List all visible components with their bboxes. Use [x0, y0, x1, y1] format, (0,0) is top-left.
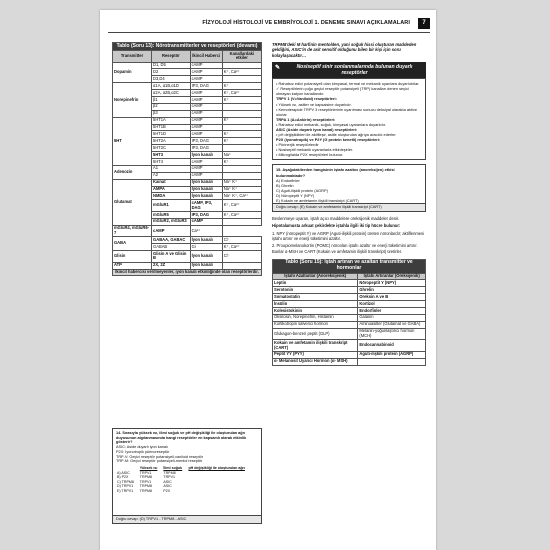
q14-option-cell: A) ASIC [117, 470, 130, 475]
table-row [273, 287, 426, 294]
receptor-cell: GABAA, GABAC [152, 237, 191, 244]
q15-stem: 15. Aşağıdakilerden hangisinin iştahı azaltıcı (anoreksijen) etkisi bulunmaktadır? [276, 167, 395, 178]
q15-option: D) Nöropeptit Y (NPY) [276, 192, 315, 198]
messenger-cell: İyon kanalı [190, 193, 222, 200]
receptor-cell: 5HT2A [152, 138, 191, 145]
receptor-cell: 5HT1D [152, 131, 191, 138]
messenger-cell: cAMP [190, 90, 222, 97]
list-item: 2. Proopiomelanokortin (POMC) nöronları iştahı azaltır ve enerji tüketimini artırır. Bunlar α-MSH ve CART (Kokain ve amfetamin ilişkili transkript) üretirler. [272, 243, 418, 254]
q14-option-cell: TRPV1 [163, 475, 175, 480]
receptor-cell: 2X, 2Z [152, 262, 191, 269]
messenger-cell: cAMP [190, 172, 222, 179]
note-line: • Kemoterapide TRPV 3 reseptörlerinin uyarılması sonucu deksiyal olarakta aktive olurlar [276, 106, 417, 117]
q14-definitions [116, 445, 258, 464]
question-14-box [112, 428, 262, 524]
q15-option: A) Endorfinler [276, 177, 300, 183]
transmitter-cell: Dopamin [113, 62, 152, 83]
channel-effect-cell: Cl⁻ [222, 251, 261, 263]
table15-header-cell: İştahı Azaltanlar (Anoreksijenik) [273, 273, 358, 280]
receptor-cell: A2 [152, 172, 191, 179]
table15-cell: Peptit YY (PYY) [273, 351, 358, 358]
intro-text: TRPM8'deki M harfinin mentolden, yani soğuk hissi oluşturan maddeden geldiğini, ASIC'in de asit sensitif olduğunu bilen bir kişi için soru kolaylaşacaktır… [272, 42, 417, 58]
q14-stem: 14. Sırasıyla yüksek ısı, ilimi soğuk ve pH değişikliği ile oluşturulan ağrı duyusunun algılanmasında hangi reseptörler en kapsamlı olarak etkinlik gösterir? [116, 431, 247, 445]
messenger-cell: cAMP [190, 117, 222, 124]
note-line: TRPA 1 (A=Ankirin) reseptörleri: [276, 116, 336, 122]
left-column [112, 42, 262, 276]
messenger-cell: cAMP [190, 131, 222, 138]
table-row [273, 314, 426, 321]
messenger-cell: IP3, DAG [190, 211, 222, 218]
table-row [273, 301, 426, 308]
channel-effect-cell [222, 124, 261, 131]
page-number: 7 [418, 18, 430, 29]
q14-answer: Doğru cevap: (D) TRPV1 - TRPM8 - ASIC [113, 515, 261, 523]
note-line: • pH değişiklikleri ile aktifleşir, asitle oluşturulan ağrıya aracılık ederler. [276, 132, 397, 138]
table15-cell [358, 358, 426, 365]
messenger-cell: IP3, DAG [190, 145, 222, 152]
messenger-cell: cAMP [190, 218, 222, 225]
table-footer-row [113, 269, 262, 276]
table-row [273, 294, 426, 301]
channel-effect-cell [222, 110, 261, 117]
table15-cell: Melanin-yoğunlaştırıcı hormon (MCH) [358, 328, 426, 340]
channel-effect-cell: Ca²⁺ [190, 225, 222, 237]
messenger-cell: cAMP [190, 96, 222, 103]
q14-option-cell: ASIC [163, 479, 172, 484]
channel-effect-cell [222, 103, 261, 110]
messenger-cell: IP3, DAG [190, 138, 222, 145]
nociceptor-title-bar [272, 62, 426, 79]
q14-option-cell: B) P2X [117, 475, 129, 480]
q14-option-cell: TRPM8 [139, 488, 152, 493]
q14-option-cell: ASIC [163, 484, 172, 489]
q14-option-cell: C) TRPM8 [117, 479, 134, 484]
messenger-cell: cAMP [190, 76, 222, 83]
note-line: P2X (iyonotropik) ve P2Y (G protein kenetli) reseptörleri: [276, 137, 381, 143]
table-row [113, 62, 262, 69]
messenger-cell: Gi [190, 244, 222, 251]
table15-cell: Serotonin [273, 287, 358, 294]
messenger-cell: cAMP [152, 225, 191, 237]
list-item: 1. NPY (nöropeptit Y) ve AGRP (Aguti-ilişkili protein) üreten nöronlardır; aktiflenmesi iştahı artırır ve enerji tüketimini azaltır. [272, 230, 424, 241]
receptor-cell: α1A, α1B,α1D [152, 83, 191, 90]
q14-option-cell: TRPV1 [139, 479, 152, 484]
messenger-cell: İyon kanalı [190, 237, 222, 244]
table-row [273, 351, 426, 358]
messenger-cell: cAMP [190, 103, 222, 110]
channel-effect-cell [222, 172, 261, 179]
q14-option-cell: TRPM8 [163, 470, 176, 475]
q14-option-cell: E) TRPV1 [117, 488, 134, 493]
table-row [273, 358, 426, 365]
q14-column-header: pH değişikliği ile oluşturulan ağrı [188, 466, 245, 471]
note-line: ✓ Reseptörlerin çoğu geçici reseptör potansiyeli (TRP) kanalları denen seçici olmayan katyon kanallarıdır. [276, 86, 409, 97]
receptor-cell: 5HT3 [152, 152, 191, 159]
q14-definition: ASIC: Aside duyarlı iyon kanalı [116, 445, 168, 450]
table15-cell: Endorfinler [358, 307, 426, 314]
q14-column-header: İlimi soğuk [163, 466, 183, 471]
appetite-table [272, 259, 426, 366]
q15-option: E) Kokain ve amfetamin ilişkili transkript (CART) [276, 197, 359, 203]
note-line: • Rahatsız edici potansiyeli olan kimyasal, termal ve mekanik uyarılara duyarlıdırlar. [276, 81, 420, 87]
para-hypothalamus: Hipotalamusta arkuat çekirdekte iştahla ilgili iki tip hücre bulunur: [272, 223, 401, 229]
note-line: TRPV 1 (V=Vaniloid) reseptörleri: [276, 96, 337, 102]
nociceptor-title: Nosiseptif sinir sonlanmalarında bulunan duyarlı reseptörler [296, 63, 413, 76]
channel-effect-cell: K⁺ [222, 159, 261, 166]
q14-definition: TRP-V: Geçici reseptör potansiyeli-vaniloid reseptör [116, 454, 204, 459]
receptor-cell: Kainat [152, 179, 191, 186]
page-header-title: FİZYOLOJİ HİSTOLOJİ VE EMBRİYOLOJİ 1. DENEME SINAVI AÇIKLAMALARI [202, 20, 410, 26]
receptor-cell: A1 [152, 165, 191, 172]
q14-option-cell: TRPV1 [139, 470, 152, 475]
channel-effect-cell: K⁺, Ca²⁺ [222, 90, 261, 97]
receptor-cell: mGluR5 [152, 211, 191, 218]
table13-header-cell: Kanallardaki etkiler [222, 50, 261, 62]
table15-cell: α- Melanosit Uyarıcı Hormon (α- MSH) [273, 358, 358, 365]
transmitter-cell: Glutamat [113, 179, 152, 225]
channel-effect-cell [222, 62, 261, 69]
table15-cell: Kokain ve amfetamin ilişkili transkript (CART) [273, 340, 358, 352]
table-row [273, 321, 426, 328]
para-oreksijenik: Beslenmeye uyaran, iştah açıcı maddelere oreksijenik maddeler denir. [272, 215, 400, 221]
note-line: • Pürinerjik reseptörlerdir [276, 142, 319, 148]
table13-header-cell: Reseptör [152, 50, 191, 62]
table13-header-cell: İkincil Haberci [190, 50, 222, 62]
nociceptor-notes [272, 78, 426, 160]
receptor-cell: 5HT1A [152, 117, 191, 124]
transmitter-cell: Norepinefrin [113, 83, 152, 117]
table15-cell: Ghrelin [358, 287, 426, 294]
receptor-cell: Glisin A ve Glisin B [152, 251, 191, 263]
note-line: • Mikroglialda P2X reseptörleri bulunur. [276, 152, 344, 158]
table15-cell: Aminoasitler (Glutamat ve GABA) [358, 321, 426, 328]
receptor-cell: 5HT2C [152, 145, 191, 152]
messenger-cell: IP3, DAG [190, 83, 222, 90]
q14-option-cell: P2X [163, 488, 171, 493]
messenger-cell: İyon kanalı [190, 186, 222, 193]
messenger-cell: cAMP [190, 110, 222, 117]
table-row [273, 280, 426, 287]
page-header [108, 16, 430, 33]
receptor-cell: β3 [152, 110, 191, 117]
table15-cell: Kortizol [358, 301, 426, 308]
channel-effect-cell [222, 218, 261, 225]
channel-effect-cell: K⁺, Ca²⁺ [222, 200, 261, 212]
table15-cell: Kortikotropin salverici hormon [273, 321, 358, 328]
messenger-cell: cAMP [190, 165, 222, 172]
table-row [113, 251, 262, 263]
transmitter-cell: Adenozin [113, 165, 152, 179]
table15-cell: Aguti-ilişkili protein (AGRP) [358, 351, 426, 358]
channel-effect-cell: Na⁺ K⁺ [222, 186, 261, 193]
q14-definition: P2X: İyonotropik pürinoreseptör [116, 449, 170, 454]
table15-header-cell: İştahı Artıranlar (Oreksijenik) [358, 273, 426, 280]
note-line: • Rahatsız edici mekanik, soğuk, kimyasal uyaranlara duyarlıdır. [276, 121, 386, 127]
note-line: • Nosiseptif mekanik uyaranlarla etkinleşirler. [276, 147, 354, 153]
messenger-cell: cAMP [190, 62, 222, 69]
channel-effect-cell: K⁺ [222, 138, 261, 145]
channel-effect-cell: K⁺ [222, 131, 261, 138]
receptor-cell: β2 [152, 103, 191, 110]
messenger-cell: cAMP, IP3, DAG [190, 200, 222, 212]
channel-effect-cell: K⁺, Ca²⁺ [222, 69, 261, 76]
receptor-cell: AMPA [152, 186, 191, 193]
note-line: ASIC (Aside duyarlı iyon kanal) reseptörleri: [276, 126, 358, 132]
messenger-cell: cAMP [190, 159, 222, 166]
messenger-cell: İyon kanalı [190, 251, 222, 263]
q15-answer: Doğru cevap: (E) Kokain ve amfetamin ilişkili transkript (CART) [273, 203, 425, 211]
messenger-cell: cAMP [190, 69, 222, 76]
channel-effect-cell [222, 76, 261, 83]
table15-title: Tablo (Soru 15): İştah artıran ve azaltan transmitter ve hormonlar [273, 259, 426, 273]
channel-effect-cell: Na⁺ [222, 152, 261, 159]
channel-effect-cell: Na⁺ K⁺, Ca²⁺ [222, 193, 261, 200]
table15-cell: Oreksin A ve B [358, 294, 426, 301]
receptor-cell: D2 [152, 69, 191, 76]
messenger-cell: İyon kanalı [190, 179, 222, 186]
pencil-icon: ✎ [275, 64, 281, 71]
table13-header-row [113, 50, 262, 62]
receptor-cell: GABAB [152, 244, 191, 251]
q14-option-cell: TRPM8 [139, 475, 152, 480]
receptor-cell: D3,D4 [152, 76, 191, 83]
table-row [273, 340, 426, 352]
receptor-cell: 5HT4 [152, 159, 191, 166]
table-row [273, 328, 426, 340]
q14-option-cell: D) TRPV1 [117, 484, 134, 489]
document-page [100, 10, 436, 550]
receptor-cell: mGluR4, mGluR6-7 [113, 225, 152, 237]
messenger-cell: cAMP [190, 124, 222, 131]
table-row [113, 237, 262, 244]
receptor-cell: 5HT1B [152, 124, 191, 131]
neurotransmitter-table [112, 42, 262, 276]
q14-options-table [116, 466, 258, 493]
table15-cell: Endocannabinoid [358, 340, 426, 352]
messenger-cell: İyon kanalı [190, 262, 222, 269]
channel-effect-cell: K⁺, Ca²⁺ [222, 211, 261, 218]
receptor-cell: mGluR1 [152, 200, 191, 212]
q14-definition: TRP-M: Geçici reseptör potansiyeli-mentol reseptör [116, 459, 203, 464]
table-row [273, 307, 426, 314]
channel-effect-cell: K⁺ [222, 83, 261, 90]
table15-header-row [273, 273, 426, 280]
q14-column-header: Yüksek ısı [139, 466, 158, 471]
table-row [113, 117, 262, 124]
table13-header-cell: Transmitter [113, 50, 152, 62]
table15-cell: Kolesistokinin [273, 307, 358, 314]
question-15-box [272, 164, 426, 212]
table15-cell: Galanin [358, 314, 426, 321]
table13-footer: İkincil habercisi verilmeyenler, iyon kanalı etkinliğinde olan reseptörlerdir. [113, 269, 262, 276]
receptor-cell: α2A, α2B,α2C [152, 90, 191, 97]
q15-option: B) Ghrelin [276, 182, 294, 188]
receptor-cell: NMDA [152, 193, 191, 200]
channel-effect-cell: K⁺ [222, 117, 261, 124]
transmitter-cell: Glisin [113, 251, 152, 263]
q15-options [276, 178, 422, 203]
transmitter-cell: 5HT [113, 117, 152, 165]
channel-effect-cell: K⁺, Ca²⁺ [222, 244, 261, 251]
table-row [113, 225, 262, 237]
table13-title: Tablo (Soru 13): Nörotransmitterler ve reseptörleri (devamı) [113, 43, 262, 51]
table-row [116, 489, 258, 493]
receptor-cell: mGluR2, mGluR3 [152, 218, 191, 225]
table15-cell: Somatostatin [273, 294, 358, 301]
messenger-cell: İyon kanalı [190, 152, 222, 159]
right-column [272, 42, 426, 366]
transmitter-cell: ATP [113, 262, 152, 269]
table15-cell: Leptin [273, 280, 358, 287]
receptor-cell: D1, D5 [152, 62, 191, 69]
table-row [113, 179, 262, 186]
channel-effect-cell [222, 262, 261, 269]
channel-effect-cell: Cl⁻ [222, 237, 261, 244]
q14-option-cell: TRPM8 [139, 484, 152, 489]
table-row [113, 165, 262, 172]
channel-effect-cell [222, 165, 261, 172]
table-row [113, 262, 262, 269]
channel-effect-cell: Na⁺ K⁺ [222, 179, 261, 186]
table15-cell: İnsülin [273, 301, 358, 308]
note-line: • Yüksek ısı, asitler ve kapsaisine duyarlıdır. [276, 101, 352, 107]
channel-effect-cell [222, 145, 261, 152]
table-row [113, 83, 262, 90]
table15-cell: Oksitosin, Norepinefrin, Histamin [273, 314, 358, 321]
q15-option: C) Aguti-ilişkili protein (AGRP) [276, 187, 328, 193]
table15-cell: Nöropeptit Y (NPY) [358, 280, 426, 287]
table15-cell: Glukagon-benzeri peptit (GLP) [273, 328, 358, 340]
hypothalamus-cell-list [272, 231, 426, 254]
appetite-text [272, 216, 426, 254]
channel-effect-cell: K⁺ [222, 96, 261, 103]
transmitter-cell: GABA [113, 237, 152, 251]
receptor-cell: β1 [152, 96, 191, 103]
